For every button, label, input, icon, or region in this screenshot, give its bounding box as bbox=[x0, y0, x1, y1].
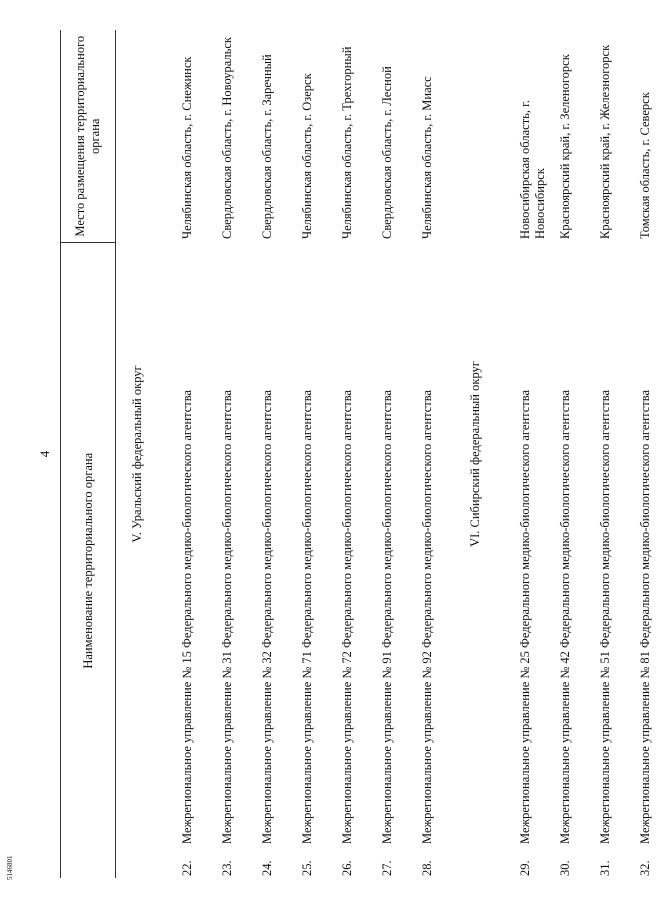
header-location: Место размещения территориального органа bbox=[73, 35, 102, 237]
table-row bbox=[214, 30, 254, 878]
row-number: 26. bbox=[340, 860, 354, 876]
row-name: Межрегиональное управление № 32 Федерального медико-биологического агентства bbox=[260, 389, 274, 844]
row-name: Межрегиональное управление № 81 Федерального медико-биологического агентства bbox=[638, 389, 652, 844]
row-number: 29. bbox=[518, 860, 532, 876]
section-title: V. Уральский федеральный округ bbox=[130, 365, 144, 543]
row-number: 28. bbox=[420, 860, 434, 876]
row-name: Межрегиональное управление № 91 Федерального медико-биологического агентства bbox=[380, 389, 394, 844]
row-name: Межрегиональное управление № 31 Федерального медико-биологического агентства bbox=[220, 389, 234, 844]
row-location: Свердловская область, г. Заречный bbox=[260, 54, 274, 239]
row-location: Челябинская область, г. Озерск bbox=[300, 73, 314, 239]
row-location: Челябинская область, г. Трехгорный bbox=[340, 46, 354, 239]
row-name: Межрегиональное управление № 15 Федерального медико-биологического агентства bbox=[180, 389, 194, 844]
row-number: 24. bbox=[260, 860, 274, 876]
row-number: 22. bbox=[180, 860, 194, 876]
table-header-row bbox=[61, 30, 116, 878]
row-name: Межрегиональное управление № 72 Федерального медико-биологического агентства bbox=[340, 389, 354, 844]
row-location: Новосибирская область, г. Новосибирск bbox=[518, 100, 547, 239]
row-location: Томская область, г. Северск bbox=[638, 92, 652, 239]
row-number: 31. bbox=[598, 860, 612, 876]
table-body bbox=[116, 30, 672, 878]
row-number: 23. bbox=[220, 860, 234, 876]
row-number: 32. bbox=[638, 860, 652, 876]
row-name: Межрегиональное управление № 71 Федерального медико-биологического агентства bbox=[300, 389, 314, 844]
table-row bbox=[174, 30, 214, 878]
table-row bbox=[414, 30, 454, 878]
row-location: Свердловская область, г. Лесной bbox=[380, 66, 394, 239]
row-name: Межрегиональное управление № 25 Федерального медико-биологического агентства bbox=[518, 389, 532, 844]
document-code: 5146801 bbox=[6, 855, 14, 880]
row-number: 25. bbox=[300, 860, 314, 876]
section-row bbox=[116, 30, 175, 878]
page-number: 4 bbox=[37, 450, 52, 458]
section-row bbox=[454, 30, 512, 878]
header-name: Наименование территориального органа bbox=[61, 243, 116, 878]
row-name: Межрегиональное управление № 92 Федерального медико-биологического агентства bbox=[420, 389, 434, 844]
table-row bbox=[294, 30, 334, 878]
table-row bbox=[374, 30, 414, 878]
section-title: VI. Сибирский федеральный округ bbox=[468, 361, 482, 547]
table-row bbox=[632, 30, 672, 878]
row-location: Красноярский край, г. Зеленогорск bbox=[558, 54, 572, 239]
table-row bbox=[334, 30, 374, 878]
row-number: 30. bbox=[558, 860, 572, 876]
row-location: Красноярский край, г. Железногорск bbox=[598, 44, 612, 239]
row-name: Межрегиональное управление № 42 Федерального медико-биологического агентства bbox=[558, 389, 572, 844]
table-row bbox=[512, 30, 552, 878]
row-location: Челябинская область, г. Снежинск bbox=[180, 56, 194, 239]
territorial-bodies-table bbox=[60, 30, 672, 878]
rotated-page-content bbox=[37, 30, 652, 878]
row-number: 27. bbox=[380, 860, 394, 876]
table-row bbox=[592, 30, 632, 878]
row-name: Межрегиональное управление № 51 Федерального медико-биологического агентства bbox=[598, 389, 612, 844]
row-location: Челябинская область, г. Миасс bbox=[420, 76, 434, 239]
row-location: Свердловская область, г. Новоуральск bbox=[220, 37, 234, 239]
table-row bbox=[552, 30, 592, 878]
table-row bbox=[254, 30, 294, 878]
